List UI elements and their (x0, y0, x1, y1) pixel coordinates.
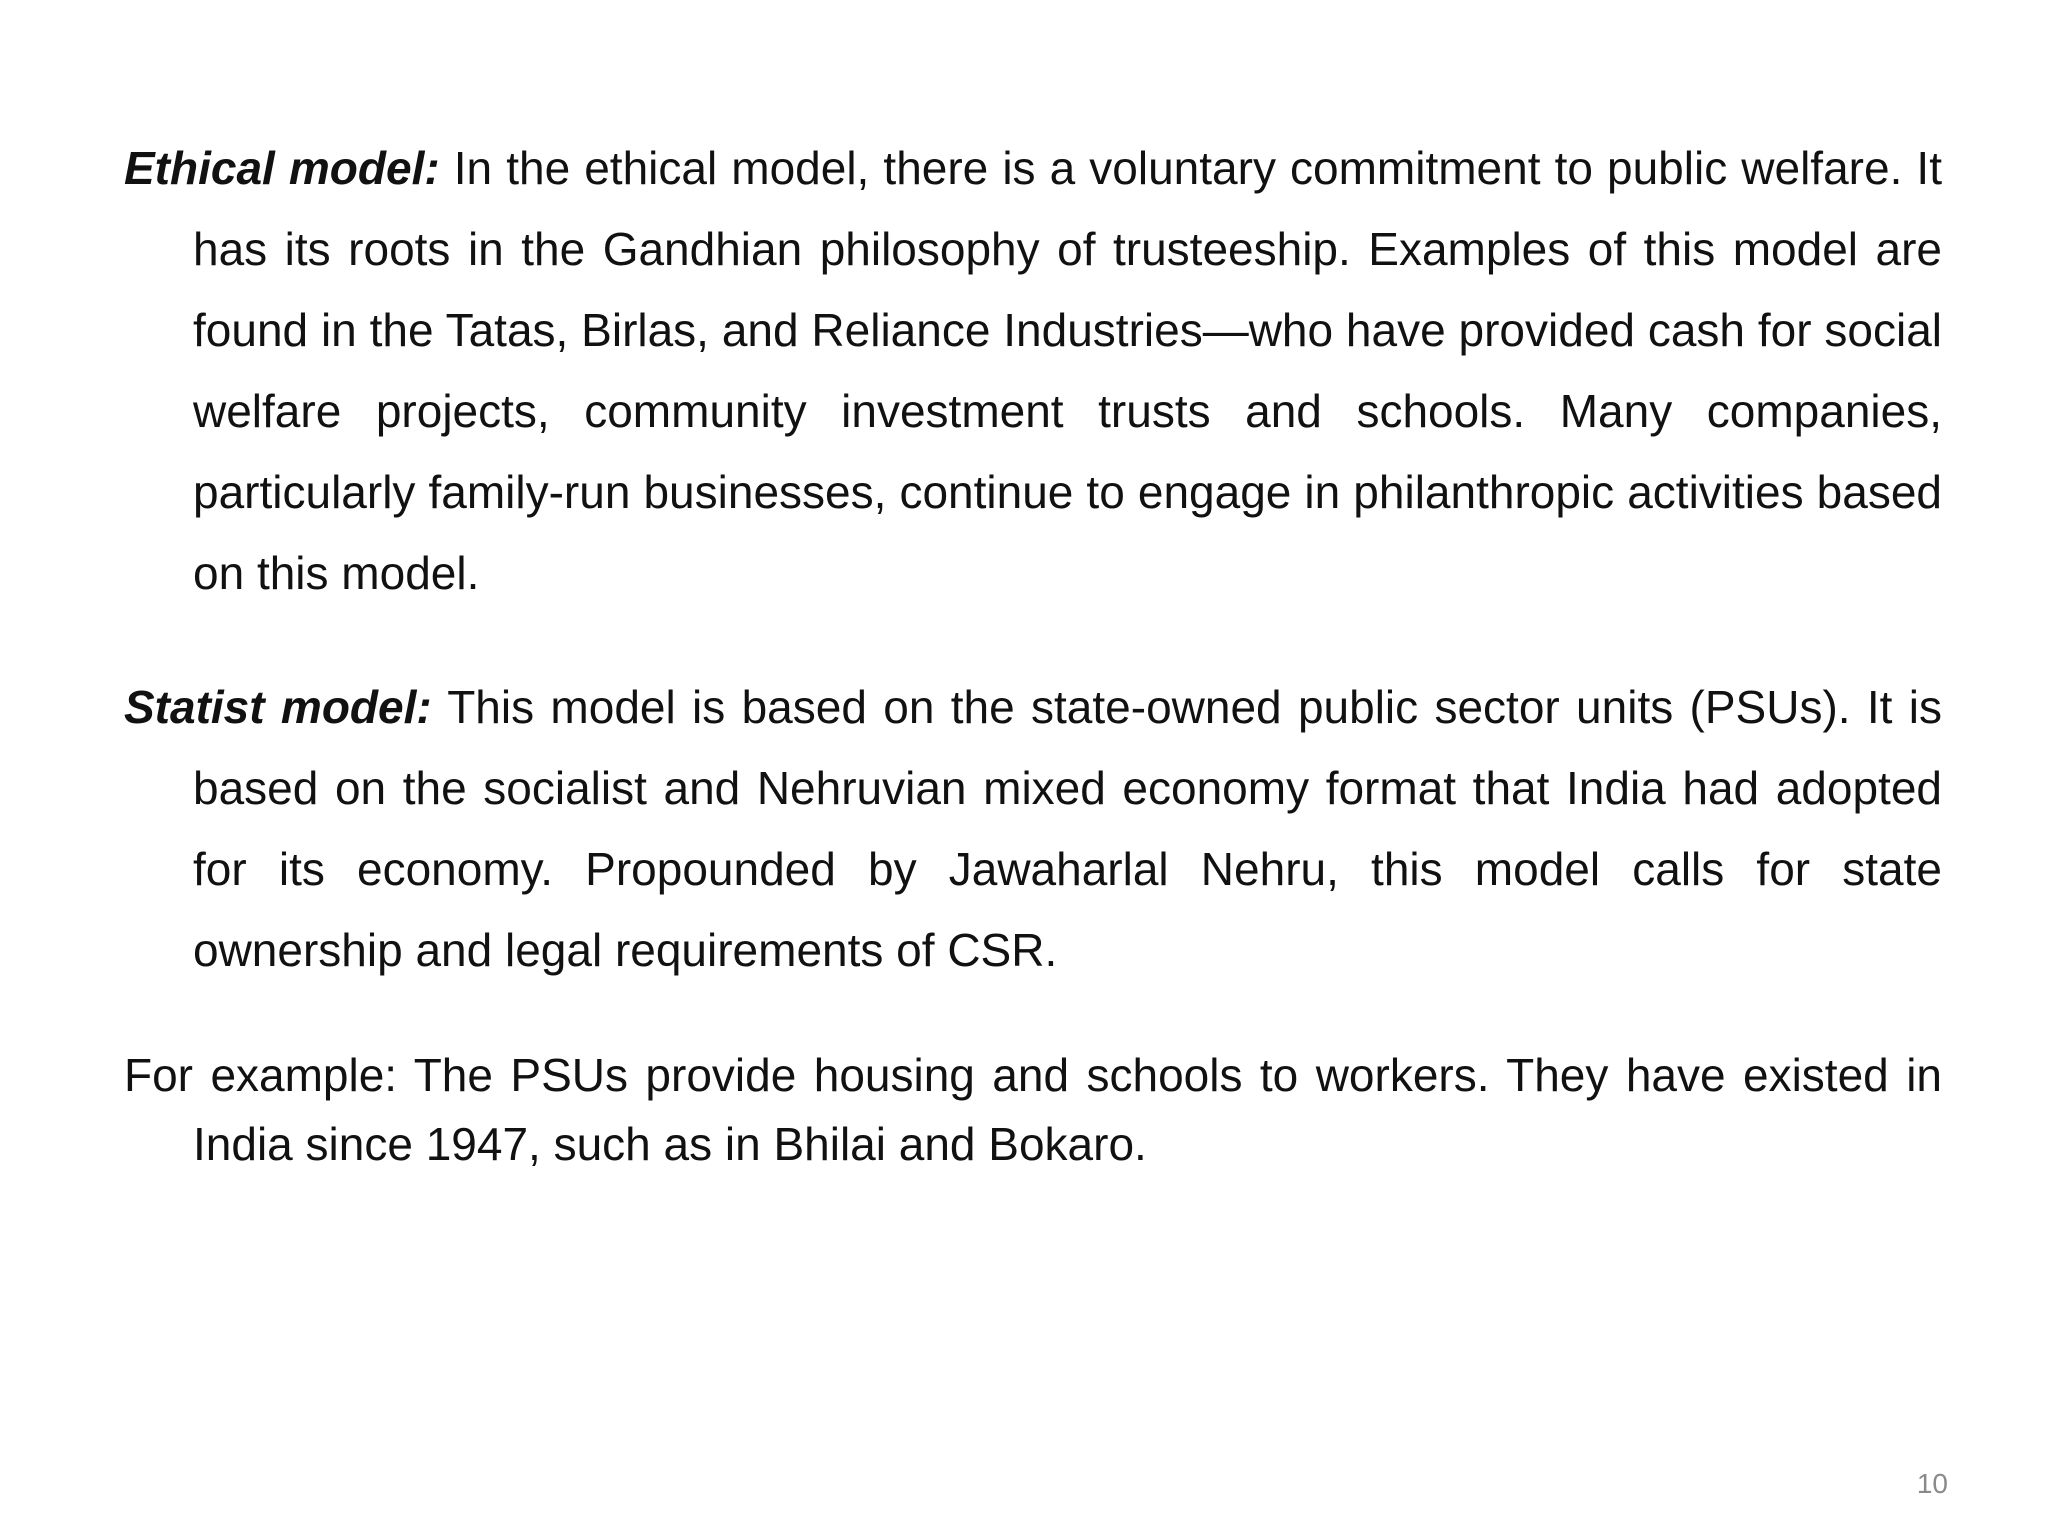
ethical-model-text: In the ethical model, there is a voluntary commitment to public welfare. It has its roots in the Gandhian philosophy of trusteeship. Examples of this model are found in the Tatas, Birlas, and Reliance Industries—who have provided cash for social welfare projects, community investment trusts and schools. Many companies, particularly family-run businesses, continue to engage in philanthropic activities based on this model. (193, 142, 1942, 599)
slide-body (124, 128, 1942, 1179)
ethical-model-term: Ethical model: (124, 142, 440, 194)
ethical-model-paragraph (124, 128, 1942, 614)
statist-model-text: This model is based on the state-owned public sector units (PSUs). It is based on the socialist and Nehruvian mixed economy format that India had adopted for its economy. Propounded by Jawaharlal Nehru, this model calls for state ownership and legal requirements of CSR. (193, 681, 1942, 976)
statist-model-paragraph (124, 667, 1942, 991)
statist-model-term: Statist model: (124, 681, 432, 733)
page-number: 10 (1916, 1468, 1948, 1499)
example-paragraph (124, 1041, 1942, 1179)
example-text: For example: The PSUs provide housing and schools to workers. They have existed in India since 1947, such as in Bhilai and Bokaro. (124, 1049, 1942, 1170)
